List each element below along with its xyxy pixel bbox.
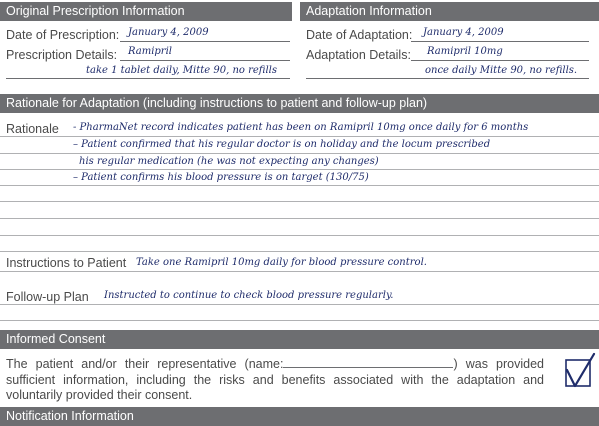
adaptation-details-label: Adaptation Details: <box>306 48 411 62</box>
consent-text-after: ) was provided sufficient information, including the risks and benefits associated with the adaptation and voluntarily provided their consent. <box>6 357 544 402</box>
rule-4 <box>0 185 599 186</box>
consent-checkbox[interactable] <box>561 352 597 390</box>
rule-3 <box>0 169 599 170</box>
original-prescription-header: Original Prescription Information <box>0 2 292 21</box>
rule-10 <box>0 304 599 305</box>
prescription-details-label: Prescription Details: <box>6 48 118 62</box>
rationale-line-2: – Patient confirmed that his regular doctor is on holiday and the locum prescribed <box>73 139 491 150</box>
notification-info-header: Notification Information <box>0 407 599 426</box>
adaptation-date-value: January 4, 2009 <box>423 27 504 38</box>
rule-1 <box>0 136 599 137</box>
rule-7 <box>0 235 599 236</box>
instructions-value: Take one Ramipril 10mg daily for blood pressure control. <box>136 257 427 268</box>
consent-text-before: The patient and/or their representative (name: <box>6 357 284 371</box>
rule-6 <box>0 218 599 219</box>
rationale-line-4: – Patient confirms his blood pressure is on target (130/75) <box>73 172 369 183</box>
prescription-date-label: Date of Prescription: <box>6 28 120 42</box>
prescription-details-value: Ramipril <box>128 46 172 57</box>
rationale-header: Rationale for Adaptation (including instructions to patient and follow-up plan) <box>0 94 599 113</box>
adaptation-details-value: Ramipril 10mg <box>427 46 503 57</box>
adaptation-details-line <box>411 60 589 61</box>
rule-11 <box>0 320 599 321</box>
rule-8 <box>0 251 599 252</box>
prescription-date-line <box>120 41 290 42</box>
rule-5 <box>0 201 599 202</box>
representative-name-field[interactable] <box>283 357 453 368</box>
followup-value: Instructed to continue to check blood pressure regularly. <box>104 290 394 301</box>
rule-2 <box>0 153 599 154</box>
rule-9 <box>0 271 599 272</box>
rationale-line-1: - PharmaNet record indicates patient has been on Ramipril 10mg once daily for 6 months <box>73 122 529 133</box>
adaptation-info-header: Adaptation Information <box>300 2 599 21</box>
adaptation-details-value-2: once daily Mitte 90, no refills. <box>425 65 578 76</box>
informed-consent-header: Informed Consent <box>0 330 599 349</box>
rationale-label: Rationale <box>6 122 59 136</box>
followup-label: Follow-up Plan <box>6 290 89 304</box>
rationale-line-3: his regular medication (he was not expecting any changes) <box>79 156 379 167</box>
prescription-details-line-2 <box>6 78 290 79</box>
consent-text <box>6 357 544 404</box>
prescription-details-value-2: take 1 tablet daily, Mitte 90, no refills <box>86 65 278 76</box>
adaptation-date-line <box>411 41 589 42</box>
adaptation-details-line-2 <box>306 78 589 79</box>
prescription-date-value: January 4, 2009 <box>128 27 209 38</box>
prescription-details-line <box>120 60 290 61</box>
adaptation-date-label: Date of Adaptation: <box>306 28 413 42</box>
instructions-label: Instructions to Patient <box>6 256 127 270</box>
